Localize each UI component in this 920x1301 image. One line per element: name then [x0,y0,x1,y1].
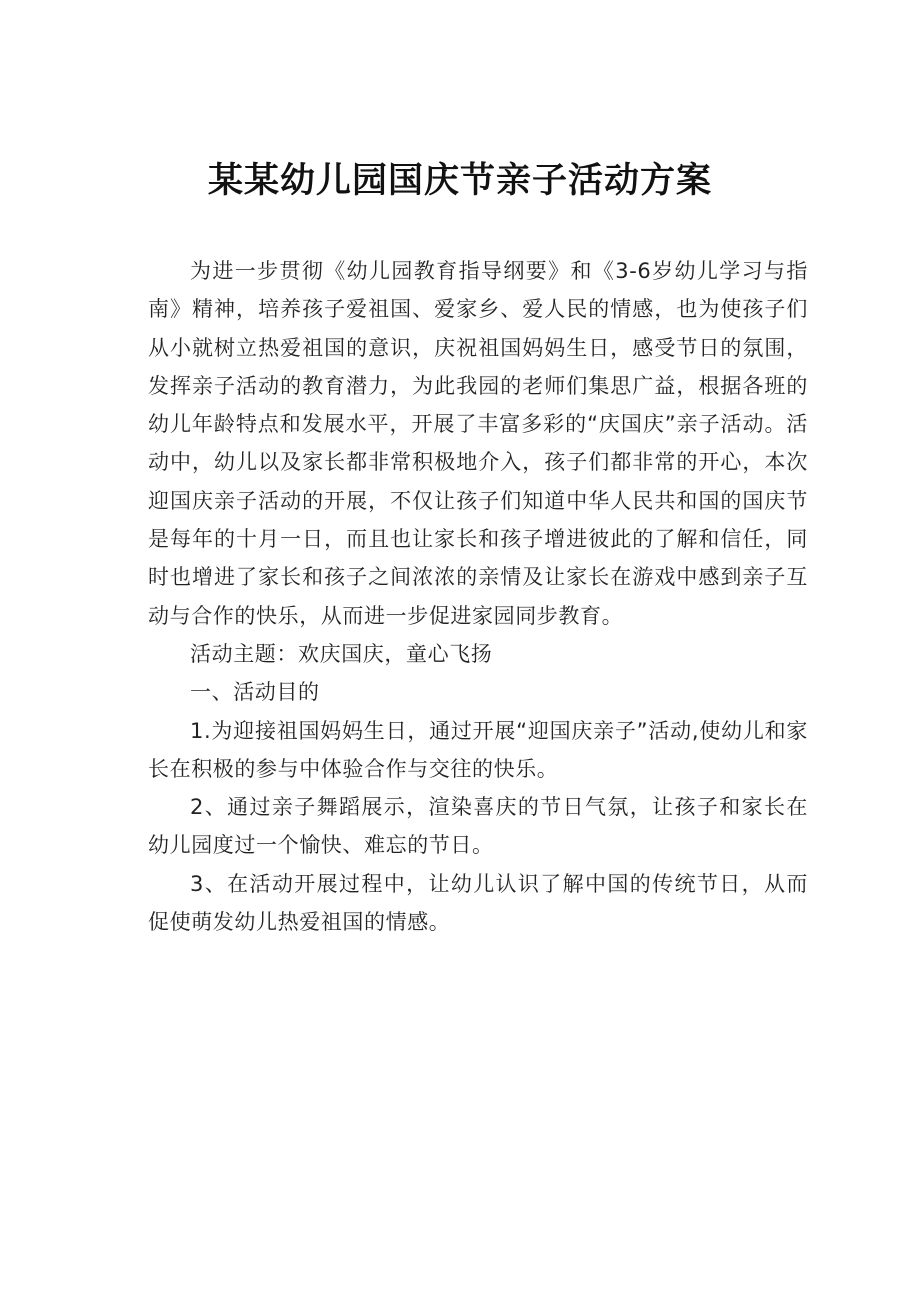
paragraph-purpose-3: 3、在活动开展过程中，让幼儿认识了解中国的传统节日，从而促使萌发幼儿热爱祖国的情感。 [148,871,808,935]
paragraph-intro: 为进一步贯彻《幼儿园教育指导纲要》和《3-6岁幼儿学习与指南》精神，培养孩子爱祖国、爱家乡、爱人民的情感，也为使孩子们从小就树立热爱祖国的意识，庆祝祖国妈妈生日，感受节日的氛围，发挥亲子活动的教育潜力，为此我园的老师们集思广益，根据各班的幼儿年龄特点和发展水平，开展了丰富多彩的“庆国庆”亲子活动。活动中，幼儿以及家长都非常积极地介入，孩子们都非常的开心，本次迎国庆亲子活动的开展，不仅让孩子们知道中华人民共和国的国庆节是每年的十月一日，而且也让家长和孩子增进彼此的了解和信任，同时也增进了家长和孩子之间浓浓的亲情及让家长在游戏中感到亲子互动与合作的快乐，从而进一步促进家园同步教育。 [148,259,808,628]
paragraph-theme: 活动主题：欢庆国庆，童心飞扬 [190,641,493,666]
paragraph-purpose-2: 2、通过亲子舞蹈展示，渲染喜庆的节日气氛，让孩子和家长在幼儿园度过一个愉快、难忘的节日。 [148,795,808,858]
document-body [148,252,808,941]
section-heading-purpose: 一、活动目的 [190,680,320,705]
document-title: 某某幼儿园国庆节亲子活动方案 [207,160,712,201]
paragraph-purpose-1: 1.为迎接祖国妈妈生日，通过开展“迎国庆亲子”活动,使幼儿和家长在积极的参与中体验合作与交往的快乐。 [148,718,808,781]
